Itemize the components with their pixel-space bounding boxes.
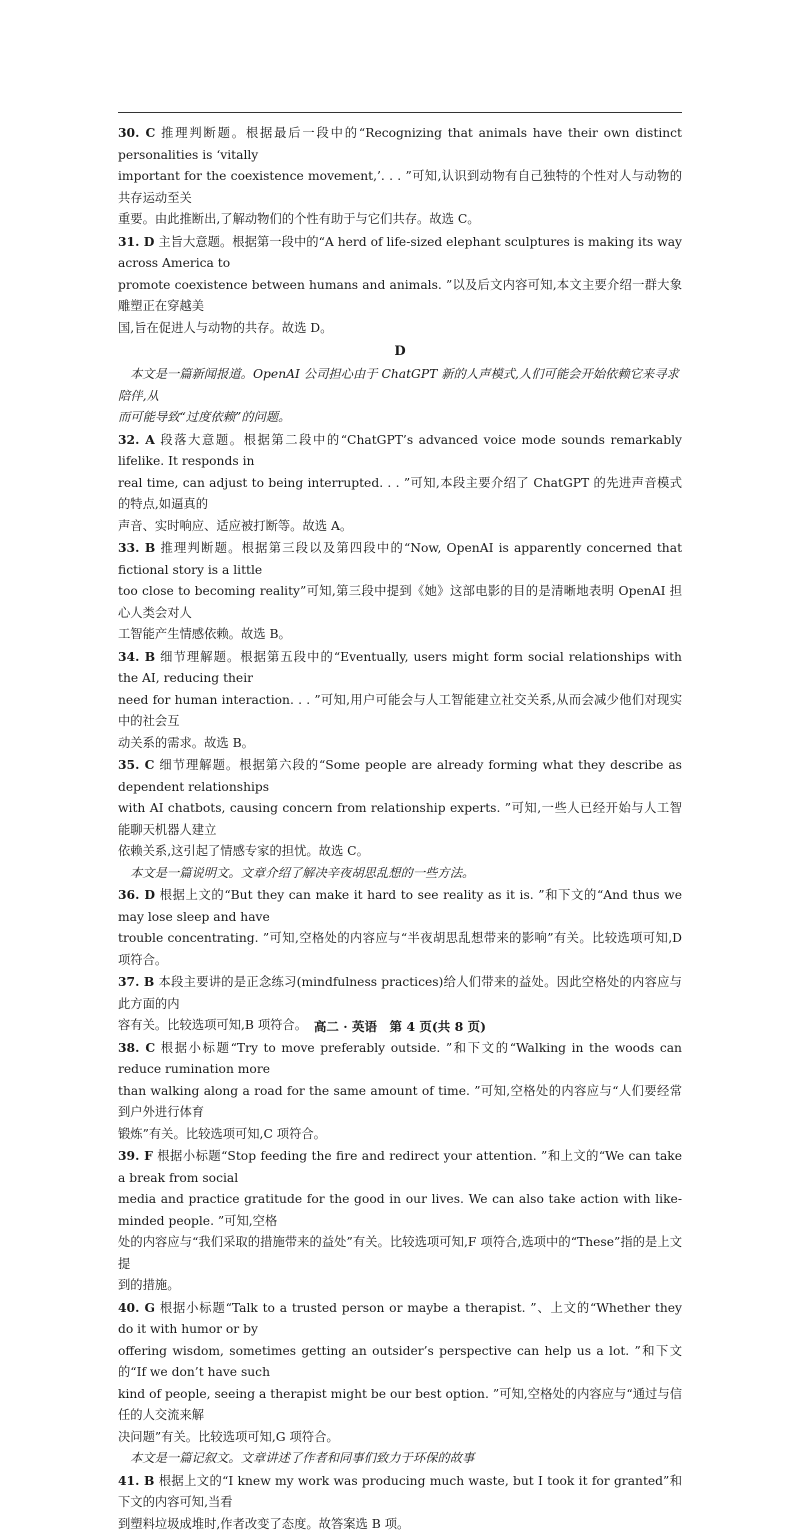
intro-line: 本文是一篇新闻报道。OpenAI 公司担心由于 ChatGPT 新的人声模式,人们可能会开始依赖它来寻求陪伴,从	[118, 364, 682, 407]
item-text: 到的措施。	[118, 1275, 682, 1297]
item-text: 推理判断题。根据最后一段中的“Recognizing that animals have their own distinct personalities is ‘vitally	[118, 126, 682, 162]
item-number: 37. B	[118, 974, 154, 989]
item-text: 主旨大意题。根据第一段中的“A herd of life-sized elephant sculptures is making its way across America to	[118, 235, 682, 271]
item-number: 40. G	[118, 1300, 155, 1315]
item-text: 根据小标题“Talk to a trusted person or maybe a therapist. ”、上文的“Whether they do it with humor or by	[118, 1301, 682, 1337]
item-text: 锻炼”有关。比较选项可知,C 项符合。	[118, 1124, 682, 1146]
section-d-intro	[118, 364, 682, 429]
answer-item-39	[118, 1145, 682, 1297]
item-text: 工智能产生情感依赖。故选 B。	[118, 624, 682, 646]
item-text: 根据小标题“Stop feeding the fire and redirect your attention. ”和上文的“We can take a break from social	[118, 1149, 682, 1185]
item-number: 30. C	[118, 125, 155, 140]
item-text: 根据小标题“Try to move preferably outside. ”和下文的“Walking in the woods can reduce rumination more	[118, 1041, 682, 1077]
item-number: 38. C	[118, 1040, 155, 1055]
item-number: 39. F	[118, 1148, 153, 1163]
item-text: with AI chatbots, causing concern from relationship experts. ”可知,一些人已经开始与人工智能聊天机器人建立	[118, 798, 682, 841]
item-text: 国,旨在促进人与动物的共存。故选 D。	[118, 318, 682, 340]
item-text: 根据上文的“I knew my work was producing much waste, but I took it for granted”和下文的内容可知,当看	[118, 1474, 682, 1510]
item-text: 决问题”有关。比较选项可知,G 项符合。	[118, 1427, 682, 1449]
item-text: important for the coexistence movement,’. . . ”可知,认识到动物有自己独特的个性对人与动物的共存运动至关	[118, 166, 682, 209]
item-number: 34. B	[118, 649, 155, 664]
answer-item-32	[118, 429, 682, 538]
answer-item-36	[118, 884, 682, 971]
item-text: 重要。由此推断出,了解动物们的个性有助于与它们共存。故选 C。	[118, 209, 682, 231]
answer-item-33	[118, 537, 682, 646]
section-label-d: D	[118, 341, 682, 362]
item-text: 依赖关系,这引起了情感专家的担忧。故选 C。	[118, 841, 682, 863]
item-text: trouble concentrating. ”可知,空格处的内容应与“半夜胡思乱想带来的影响”有关。比较选项可知,D 项符合。	[118, 928, 682, 971]
item-text: 容有关。比较选项可知,B 项符合。	[118, 1015, 682, 1037]
item-text: 细节理解题。根据第六段的“Some people are already forming what they describe as dependent relationships	[118, 758, 682, 794]
item-text: 段落大意题。根据第二段中的“ChatGPT’s advanced voice mode sounds remarkably lifelike. It responds in	[118, 433, 682, 469]
item-text: 到塑料垃圾成堆时,作者改变了态度。故答案选 B 项。	[118, 1514, 682, 1535]
answer-item-35	[118, 754, 682, 863]
answer-item-38	[118, 1037, 682, 1146]
page-footer: 高二 · 英语 第 4 页(共 8 页)	[0, 1017, 800, 1035]
answer-item-30	[118, 122, 682, 231]
answer-content	[118, 122, 682, 1535]
item-text: too close to becoming reality”可知,第三段中提到《她》这部电影的目的是清晰地表明 OpenAI 担心人类会对人	[118, 581, 682, 624]
answer-item-34	[118, 646, 682, 755]
item-text: 处的内容应与“我们采取的措施带来的益处”有关。比较选项可知,F 项符合,选项中的“These”指的是上文提	[118, 1232, 682, 1275]
item-number: 36. D	[118, 887, 155, 902]
answer-item-41	[118, 1470, 682, 1535]
item-text: offering wisdom, sometimes getting an outsider’s perspective can help us a lot. ”和下文的“If we don’t have such	[118, 1341, 682, 1384]
item-text: need for human interaction. . . ”可知,用户可能会与人工智能建立社交关系,从而会减少他们对现实中的社会互	[118, 690, 682, 733]
item-text: real time, can adjust to being interrupted. . . ”可知,本段主要介绍了 ChatGPT 的先进声音模式的特点,如逼真的	[118, 473, 682, 516]
section-f-intro: 本文是一篇记叙文。文章讲述了作者和同事们致力于环保的故事	[118, 1448, 682, 1470]
item-text: kind of people, seeing a therapist might be our best option. ”可知,空格处的内容应与“通过与信任的人交流来解	[118, 1384, 682, 1427]
item-text: 推理判断题。根据第三段以及第四段中的“Now, OpenAI is apparently concerned that fictional story is a little	[118, 541, 682, 577]
item-text: 根据上文的“But they can make it hard to see reality as it is. ”和下文的“And thus we may lose sleep and have	[118, 888, 682, 924]
item-number: 33. B	[118, 540, 155, 555]
answer-item-31	[118, 231, 682, 340]
item-number: 41. B	[118, 1473, 154, 1488]
item-text: than walking along a road for the same amount of time. ”可知,空格处的内容应与“人们要经常到户外进行体育	[118, 1081, 682, 1124]
section-e-intro: 本文是一篇说明文。文章介绍了解决辛夜胡思乱想的一些方法。	[118, 863, 682, 885]
intro-line: 而可能导致“过度依赖”的问题。	[118, 407, 682, 429]
answer-item-40	[118, 1297, 682, 1449]
item-text: 细节理解题。根据第五段中的“Eventually, users might form social relationships with the AI, reducing their	[118, 650, 682, 686]
item-number: 35. C	[118, 757, 154, 772]
top-divider	[118, 112, 682, 113]
item-text: promote coexistence between humans and animals. ”以及后文内容可知,本文主要介绍一群大象雕塑正在穿越美	[118, 275, 682, 318]
item-text: media and practice gratitude for the good in our lives. We can also take action with like-minded people. ”可知,空格	[118, 1189, 682, 1232]
item-text: 声音、实时响应、适应被打断等。故选 A。	[118, 516, 682, 538]
item-number: 32. A	[118, 432, 155, 447]
item-text: 本段主要讲的是正念练习(mindfulness practices)给人们带来的益处。因此空格处的内容应与此方面的内	[118, 975, 682, 1011]
item-text: 动关系的需求。故选 B。	[118, 733, 682, 755]
item-number: 31. D	[118, 234, 154, 249]
